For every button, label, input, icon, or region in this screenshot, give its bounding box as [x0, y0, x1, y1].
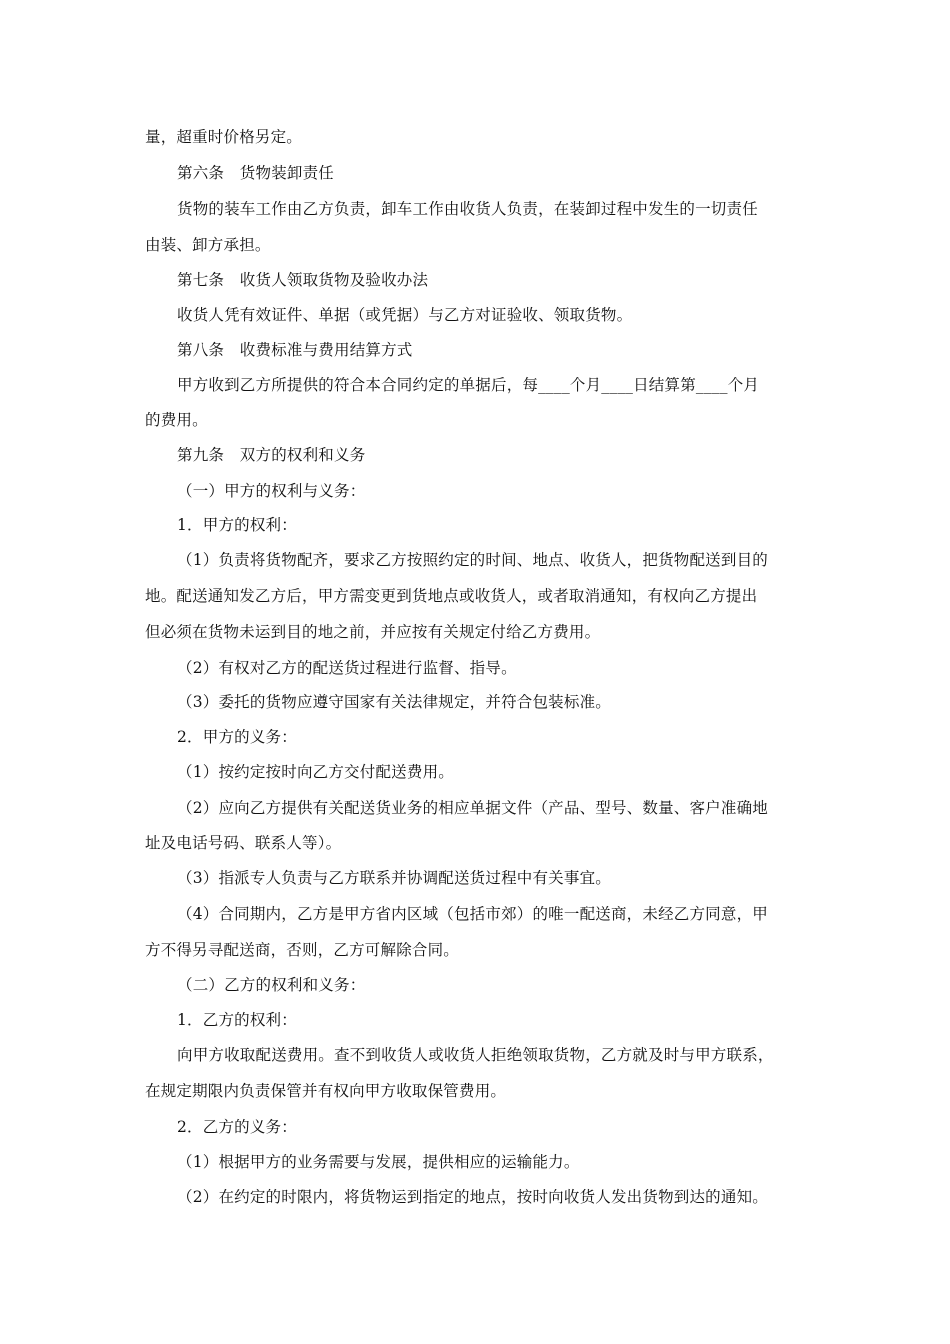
subsection-heading: 1．甲方的权利：: [177, 516, 297, 534]
article-heading: 第六条 货物装卸责任: [177, 164, 335, 182]
text-line: 向甲方收取配送费用。查不到收货人或收货人拒绝领取货物，乙方就及时与甲方联系，: [177, 1046, 774, 1064]
text-line: （2）在约定的时限内，将货物运到指定的地点，按时向收货人发出货物到达的通知。: [177, 1188, 768, 1206]
text-line: （3）委托的货物应遵守国家有关法律规定，并符合包装标准。: [177, 693, 611, 711]
subsection-heading: 1．乙方的权利：: [177, 1011, 297, 1029]
text-line: 在规定期限内负责保管并有权向甲方收取保管费用。: [145, 1082, 507, 1100]
text-line: 的费用。: [145, 411, 208, 429]
section-heading: （二）乙方的权利和义务：: [177, 976, 366, 994]
text-line: （2）应向乙方提供有关配送货业务的相应单据文件（产品、型号、数量、客户准确地: [177, 799, 768, 817]
article-heading: 第七条 收货人领取货物及验收办法: [177, 271, 429, 289]
section-heading: （一）甲方的权利与义务：: [177, 482, 366, 500]
text-line: 址及电话号码、联系人等）。: [145, 834, 342, 852]
text-line: （4）合同期内，乙方是甲方省内区域（包括市郊）的唯一配送商，未经乙方同意，甲: [177, 905, 768, 923]
text-line: 收货人凭有效证件、单据（或凭据）与乙方对证验收、领取货物。: [177, 306, 633, 324]
text-line: （1）按约定按时向乙方交付配送费用。: [177, 763, 454, 781]
text-line: （3）指派专人负责与乙方联系并协调配送货过程中有关事宜。: [177, 869, 611, 887]
text-line: 货物的装车工作由乙方负责，卸车工作由收货人负责，在装卸过程中发生的一切责任: [177, 200, 758, 218]
article-heading: 第九条 双方的权利和义务: [177, 446, 366, 464]
text-line: 量，超重时价格另定。: [145, 128, 303, 146]
text-line: （1）根据甲方的业务需要与发展，提供相应的运输能力。: [177, 1153, 580, 1171]
subsection-heading: 2．乙方的义务：: [177, 1118, 297, 1136]
text-line: （1）负责将货物配齐，要求乙方按照约定的时间、地点、收货人，把货物配送到目的: [177, 551, 768, 569]
text-line: 由装、卸方承担。: [145, 236, 271, 254]
text-line: 甲方收到乙方所提供的符合本合同约定的单据后，每____个月____日结算第____个月: [177, 376, 760, 394]
text-line: 地。配送通知发乙方后，甲方需变更到货地点或收货人，或者取消通知，有权向乙方提出: [145, 587, 758, 605]
text-line: 方不得另寻配送商，否则，乙方可解除合同。: [145, 941, 460, 959]
text-line: 但必须在货物未运到目的地之前，并应按有关规定付给乙方费用。: [145, 623, 601, 641]
subsection-heading: 2．甲方的义务：: [177, 728, 297, 746]
text-line: （2）有权对乙方的配送货过程进行监督、指导。: [177, 659, 517, 677]
article-heading: 第八条 收费标准与费用结算方式: [177, 341, 413, 359]
